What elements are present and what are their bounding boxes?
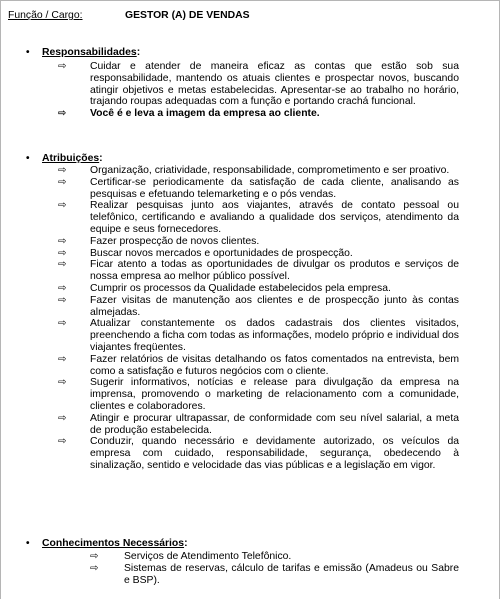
bullet-icon: • bbox=[26, 47, 30, 58]
section-heading: • Atribuições: bbox=[26, 153, 103, 164]
list-item: ⇨ Cumprir os processos da Qualidade estabelecidos pela empresa. bbox=[58, 282, 391, 294]
list-item: ⇨ Atualizar constantemente os dados cadastrais dos clientes visitados, preenchendo a ficha com todas as informações, modelo próprio e individual dos viajantes freqüentes. bbox=[58, 318, 459, 353]
list-item: ⇨ Você é e leva a imagem da empresa ao cliente. bbox=[58, 108, 320, 120]
section-heading: • Conhecimentos Necessários: bbox=[26, 538, 188, 549]
arrow-right-outline-icon: ⇨ bbox=[58, 176, 67, 188]
bullet-icon: • bbox=[26, 153, 30, 164]
responsabilidades-list bbox=[26, 61, 459, 120]
arrow-right-outline-icon: ⇨ bbox=[58, 377, 67, 389]
section-heading: • Responsabilidades: bbox=[26, 47, 141, 58]
job-title-row bbox=[8, 10, 492, 24]
arrow-right-outline-icon: ⇨ bbox=[58, 353, 67, 365]
arrow-right-outline-icon: ⇨ bbox=[58, 165, 67, 176]
arrow-right-outline-icon: ⇨ bbox=[90, 562, 99, 574]
arrow-right-outline-icon: ⇨ bbox=[58, 247, 67, 259]
section-title: Responsabilidades bbox=[42, 47, 137, 58]
section-responsabilidades bbox=[26, 47, 459, 120]
list-item: ⇨ Buscar novos mercados e oportunidades de prospecção. bbox=[58, 247, 353, 259]
section-conhecimentos bbox=[26, 538, 459, 586]
section-title: Conhecimentos Necessários bbox=[42, 538, 185, 549]
arrow-right-outline-icon: ⇨ bbox=[58, 61, 67, 72]
list-item: ⇨ Organização, criatividade, responsabilidade, comprometimento e ser proativo. bbox=[58, 165, 450, 176]
arrow-right-outline-icon: ⇨ bbox=[58, 259, 67, 271]
conhecimentos-list bbox=[26, 551, 459, 586]
bullet-icon: • bbox=[26, 538, 30, 549]
job-title-value: GESTOR (A) DE VENDAS bbox=[125, 10, 250, 21]
arrow-right-outline-icon: ⇨ bbox=[58, 318, 67, 330]
list-item: ⇨ Fazer prospecção de novos clientes. bbox=[58, 235, 260, 247]
arrow-right-outline-icon: ⇨ bbox=[58, 282, 67, 294]
list-item: ⇨ Serviços de Atendimento Telefônico. bbox=[90, 551, 292, 562]
arrow-right-outline-icon: ⇨ bbox=[58, 294, 67, 306]
arrow-right-outline-icon: ⇨ bbox=[58, 436, 67, 448]
list-item: ⇨ Realizar pesquisas junto aos viajantes, através de contato pessoal ou telefônico, certificando e avaliando a qualidade dos serviços, atendimento da equipe e seus fornecedores. bbox=[58, 200, 459, 235]
list-item: ⇨ Fazer relatórios de visitas detalhando os fatos comentados na entrevista, bem como a satisfação e futuros negócios com o cliente. bbox=[58, 353, 459, 377]
section-atribuicoes bbox=[26, 153, 459, 472]
list-item: ⇨ Fazer visitas de manutenção aos clientes e de prospecção junto às contas almejadas. bbox=[58, 294, 459, 318]
arrow-right-outline-icon: ⇨ bbox=[58, 200, 67, 212]
section-title: Atribuições bbox=[42, 153, 100, 164]
list-item: ⇨ Conduzir, quando necessário e devidamente autorizado, os veículos da empresa com cuidado, responsabilidade, segurança, obedecendo à sinalização, sentido e velocidade das vias públicas e a legislação em vigor. bbox=[58, 436, 459, 471]
list-item: ⇨ Sugerir informativos, notícias e release para divulgação da empresa na imprensa, promovendo o marketing de relacionamento com a comunidade, clientes e colaboradores. bbox=[58, 377, 459, 412]
arrow-right-outline-icon: ⇨ bbox=[58, 108, 67, 120]
atribuicoes-list bbox=[26, 165, 459, 472]
list-item: ⇨ Certificar-se periodicamente da satisfação de cada cliente, analisando as pesquisas e efetuando telemarketing e o pós vendas. bbox=[58, 176, 459, 200]
arrow-right-outline-icon: ⇨ bbox=[58, 235, 67, 247]
arrow-right-outline-icon: ⇨ bbox=[58, 412, 67, 424]
list-item: ⇨ Ficar atento a todas as oportunidades de divulgar os produtos e serviços de nossa empresa ao melhor público possível. bbox=[58, 259, 459, 283]
arrow-right-outline-icon: ⇨ bbox=[90, 551, 99, 562]
list-item: ⇨ Cuidar e atender de maneira eficaz as contas que estão sob sua responsabilidade, mantendo os atuais clientes e prospectar novos, buscando atingir objetivos e metas estabelecidas. Apresentar-se ao trabalho no horário, trajando roupas adequadas com a função e portando crachá funcional. bbox=[58, 61, 459, 108]
job-title-label: Função / Cargo: bbox=[8, 10, 83, 21]
list-item: ⇨ Atingir e procurar ultrapassar, de conformidade com seu nível salarial, a meta de produção estabelecida. bbox=[58, 412, 459, 436]
list-item: ⇨ Sistemas de reservas, cálculo de tarifas e emissão (Amadeus ou Sabre e BSP). bbox=[90, 562, 459, 586]
